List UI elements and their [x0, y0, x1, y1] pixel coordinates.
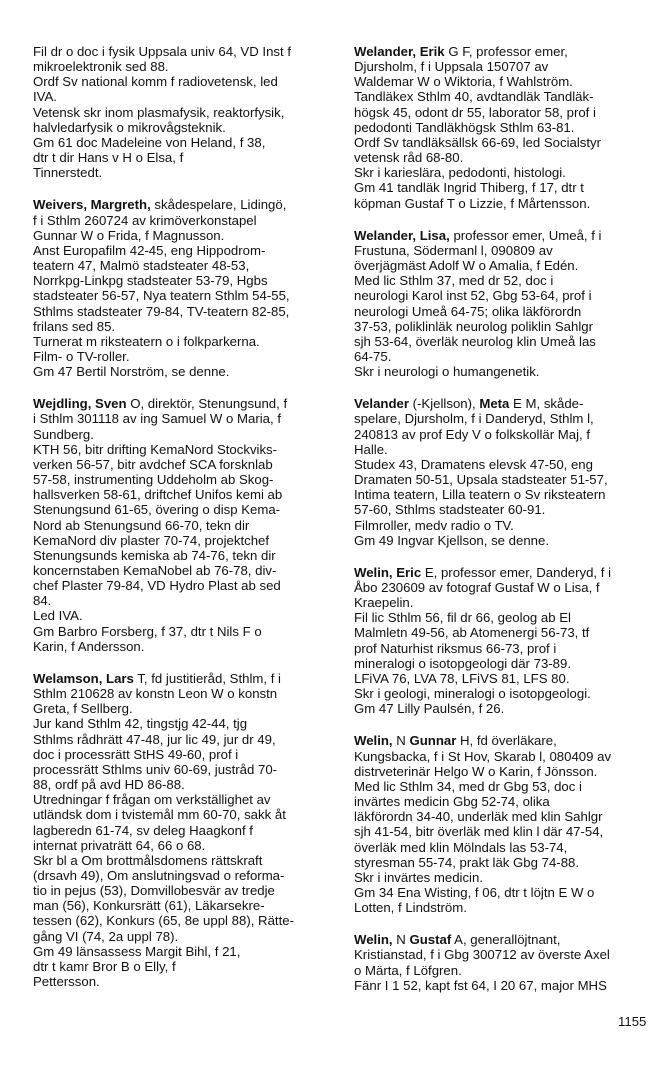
entry-text-line: vetensk råd 68-80.: [354, 150, 464, 166]
entry-name: Weivers, Margreth,: [33, 197, 151, 213]
entry-text-line: Gm 41 tandläk Ingrid Thiberg, f 17, dtr t: [354, 180, 584, 196]
biography-entry: [33, 671, 333, 989]
entry-heading-text: N: [392, 932, 410, 948]
entry-text-line: Norrkpg-Linkpg stadsteater 53-79, Hgbs: [33, 273, 268, 289]
entry-text-line: Gunnar W o Frida, f Magnusson.: [33, 227, 225, 243]
entry-text-line: Stenungsunds kemiska ab 74-76, tekn dir: [33, 547, 276, 563]
entry-text-line: Vetensk skr inom plasmafysik, reaktorfysik,: [33, 104, 285, 120]
entry-text-line: mineralogi o isotopgeologi där 73-89.: [354, 655, 572, 671]
entry-name: Velander: [354, 396, 409, 412]
entry-text-line: KemaNord div plaster 70-74, projektchef: [33, 532, 270, 548]
entry-heading-text: A, generallöjtnant,: [451, 932, 561, 948]
entry-heading-line: [33, 671, 333, 686]
entry-text-line: invärtes medicin Gbg 52-74, olika: [354, 794, 550, 810]
entry-text-line: Fänr I 1 52, kapt fst 64, I 20 67, major MHS: [354, 977, 607, 993]
entry-text-line: KTH 56, bitr drifting KemaNord Stockviks-: [33, 441, 278, 457]
entry-text-line: Gm 47 Lilly Paulsén, f 26.: [354, 701, 505, 717]
entry-text-line: Gm 47 Bertil Norström, se denne.: [33, 364, 230, 380]
entry-text-line: 84.: [33, 593, 52, 609]
entry-text-line: Studex 43, Dramatens elevsk 47-50, eng: [354, 456, 593, 472]
entry-name: Wejdling, Sven: [33, 396, 127, 412]
entry-text-line: frilans sed 85.: [33, 318, 116, 334]
entry-text-line: Sthlm 210628 av konstn Leon W o konstn: [33, 686, 278, 702]
entry-name: Welin,: [354, 932, 393, 948]
entry-text-line: Tinnerstedt.: [33, 165, 103, 181]
entry-text-line: 37-53, poliklinläk neurolog poliklin Sahlgr: [354, 318, 593, 334]
entry-text-line: Kungsbacka, f i St Hov, Skarab l, 080409 av: [354, 748, 612, 764]
entry-heading-line: [354, 932, 652, 947]
entry-text-line: Djursholm, f i Uppsala 150707 av: [354, 59, 549, 75]
entry-heading-text: E M, skåde-: [509, 396, 584, 412]
entry-text-line: verken 56-57, bitr avdchef SCA forsknlab: [33, 456, 273, 472]
entry-text-line: läkförordn 34-40, underläk med klin Sahlgr: [354, 809, 603, 825]
entry-name: Welamson, Lars: [33, 670, 134, 686]
entry-text-line: Tandläkex Sthlm 40, avdtandläk Tandläk-: [354, 89, 594, 105]
entry-text-line: teatern 47, Malmö stadsteater 48-53,: [33, 258, 250, 274]
entry-text-line: Dramaten 50-51, Upsala stadsteater 51-57,: [354, 472, 608, 488]
entry-text-line: Sthlms rådhrätt 47-48, jur lic 49, jur dr 49,: [33, 731, 276, 747]
entry-text-line: Skr i neurologi o humangenetik.: [354, 364, 540, 380]
entry-text-line: halvledarfysik o mikrovågsteknik.: [33, 119, 226, 135]
entry-text-line: Med lic Sthlm 34, med dr Gbg 53, doc i: [354, 778, 582, 794]
entry-text-line: internat privaträtt 64, 66 o 68.: [33, 837, 206, 853]
entry-text-line: Utredningar f frågan om verkställighet av: [33, 792, 271, 808]
biography-entry: [354, 44, 652, 211]
entry-text-line: sjh 53-64, överläk neurolog klin Umeå las: [354, 333, 596, 349]
entry-text-line: Fil lic Sthlm 56, fil dr 66, geolog ab El: [354, 610, 571, 626]
left-column: [33, 44, 333, 1006]
entry-heading-text: E, professor emer, Danderyd, f i: [421, 564, 612, 580]
entry-text-line: Anst Europafilm 42-45, eng Hippodrom-: [33, 242, 266, 258]
entry-text-line: köpman Gustaf T o Lizzie, f Mårtensson.: [354, 195, 591, 211]
entry-text-line: (drsavh 49), Om anslutningsvad o reforma-: [33, 867, 285, 883]
entry-text-line: Karin, f Andersson.: [33, 638, 145, 654]
entry-name: Welander, Lisa,: [354, 227, 450, 243]
entry-heading-line: [354, 228, 652, 243]
entry-text-line: pedodonti Tandläkhögsk Sthlm 63-81.: [354, 119, 575, 135]
entry-text-line: tio in pejus (53), Domvillobesvär av tredje: [33, 883, 275, 899]
entry-text-line: Sundberg.: [33, 426, 94, 442]
entry-heading-line: [33, 197, 333, 212]
entry-text-line: LFiVA 76, LVA 78, LFiVS 81, LFS 80.: [354, 670, 570, 686]
entry-text-line: f i Sthlm 260724 av krimöverkonstapel: [33, 212, 257, 228]
biography-entry: [33, 44, 333, 180]
entry-text-line: 240813 av prof Edy V o folkskollär Maj, f: [354, 426, 591, 442]
entry-text-line: mikroelektronik sed 88.: [33, 59, 169, 75]
entry-text-line: Frustuna, Södermanl l, 090809 av: [354, 242, 553, 258]
entry-text-line: Gm 49 länsassess Margit Bihl, f 21,: [33, 943, 241, 959]
entry-text-line: Kristianstad, f i Gbg 300712 av överste Axel: [354, 947, 610, 963]
entry-heading-line: [33, 396, 333, 411]
entry-text-line: Intima teatern, Lilla teatern o Sv riksteatern: [354, 487, 606, 503]
entry-text-line: Skr i geologi, mineralogi o isotopgeologi.: [354, 686, 591, 702]
entry-text-line: prof Naturhist riksmus 66-73, prof i: [354, 640, 557, 656]
entry-name-part: Gunnar: [409, 733, 457, 749]
entry-text-line: Kraepelin.: [354, 595, 414, 611]
entry-text-line: högsk 45, odont dr 55, laborator 58, prof i: [354, 104, 596, 120]
entry-text-line: Gm 34 Ena Wisting, f 06, dtr t löjtn E W o: [354, 884, 595, 900]
entry-text-line: utländsk dom i tvistemål mm 60-70, sakk åt: [33, 807, 286, 823]
entry-text-line: chef Plaster 79-84, VD Hydro Plast ab sed: [33, 578, 281, 594]
entry-text-line: dtr t kamr Bror B o Elly, f: [33, 958, 176, 974]
entry-text-line: överjägmäst Adolf W o Amalia, f Edén.: [354, 258, 579, 274]
entry-text-line: Halle.: [354, 441, 388, 457]
entry-text-line: lagberedn 61-74, sv deleg Haagkonf f: [33, 822, 253, 838]
entry-text-line: Led IVA.: [33, 608, 83, 624]
entry-name-part: Gustaf: [409, 932, 452, 948]
entry-text-line: dtr t dir Hans v H o Elsa, f: [33, 150, 184, 166]
page-number: 1155: [618, 1014, 647, 1029]
entry-text-line: överläk med klin Mölndals las 53-74,: [354, 839, 568, 855]
entry-text-line: doc i processrätt StHS 49-60, prof i: [33, 746, 239, 762]
entry-text-line: Pettersson.: [33, 974, 100, 990]
entry-text-line: Åbo 230609 av fotograf Gustaf W o Lisa, f: [354, 580, 600, 595]
entry-heading-line: [354, 396, 652, 411]
entry-text-line: Greta, f Sellberg.: [33, 701, 133, 717]
entry-text-line: Gm 49 Ingvar Kjellson, se denne.: [354, 532, 549, 548]
entry-text-line: o Märta, f Löfgren.: [354, 962, 462, 978]
entry-text-line: Stenungsund 61-65, övering o disp Kema-: [33, 502, 281, 518]
entry-text-line: Waldemar W o Wiktoria, f Wahlström.: [354, 74, 573, 90]
entry-text-line: 88, ordf på avd HD 86-88.: [33, 777, 185, 793]
entry-text-line: 57-60, Sthlms stadsteater 60-91.: [354, 502, 546, 518]
biography-entry: [354, 932, 652, 993]
entry-heading-text: (-Kjellson),: [408, 396, 480, 412]
entry-heading-text: O, direktör, Stenungsund, f: [126, 396, 288, 412]
biography-entry: [354, 228, 652, 380]
entry-text-line: Skr bl a Om brottmålsdomens rättskraft: [33, 852, 263, 868]
entry-text-line: Skr i invärtes medicin.: [354, 869, 483, 885]
entry-text-line: Fil dr o doc i fysik Uppsala univ 64, VD Inst f: [33, 44, 291, 59]
entry-text-line: Jur kand Sthlm 42, tingstjg 42-44, tjg: [33, 716, 248, 732]
entry-text-line: processrätt Sthlms univ 60-69, justråd 70-: [33, 761, 278, 777]
right-column: [354, 44, 652, 1010]
entry-text-line: Film- o TV-roller.: [33, 348, 130, 364]
entry-text-line: neurologi Umeå 64-75; olika läkförordn: [354, 303, 582, 319]
entry-text-line: IVA.: [33, 89, 57, 105]
entry-heading-line: [354, 565, 652, 580]
entry-heading-line: [354, 44, 652, 59]
entry-name-part: Meta: [479, 396, 510, 412]
entry-text-line: i Sthlm 301118 av ing Samuel W o Maria, f: [33, 411, 281, 427]
entry-text-line: Skr i karieslära, pedodonti, histologi.: [354, 165, 566, 181]
biography-entry: [33, 197, 333, 379]
biography-entry: [354, 396, 652, 548]
entry-heading-line: [354, 733, 652, 748]
biography-entry: [33, 396, 333, 654]
entry-text-line: Ordf Sv tandläksällsk 66-69, led Socialstyr: [354, 134, 602, 150]
entry-text-line: Turnerat m riksteatern o i folkparkerna.: [33, 333, 260, 349]
entry-text-line: 64-75.: [354, 348, 392, 364]
entry-text-line: Malmletn 49-56, ab Atomenergi 56-73, tf: [354, 625, 590, 641]
entry-text-line: man (56), Konkursrätt (61), Läkarsekre-: [33, 898, 265, 914]
entry-text-line: Nord ab Stenungsund 66-70, tekn dir: [33, 517, 250, 533]
entry-text-line: stadsteater 56-57, Nya teatern Sthlm 54-55,: [33, 288, 290, 304]
entry-text-line: spelare, Djursholm, f i Danderyd, Sthlm l,: [354, 411, 594, 427]
biography-entry: [354, 565, 652, 717]
entry-name: Welander, Erik: [354, 44, 445, 59]
entry-text-line: styresman 55-74, prakt läk Gbg 74-88.: [354, 854, 580, 870]
entry-heading-text: professor emer, Umeå, f i: [449, 227, 602, 243]
biography-entry: [354, 733, 652, 915]
entry-text-line: Lotten, f Lindström.: [354, 900, 467, 916]
entry-heading-text: skådespelare, Lidingö,: [150, 197, 287, 213]
entry-text-line: Ordf Sv national komm f radiovetensk, led: [33, 74, 278, 90]
entry-text-line: gång VI (74, 2a uppl 78).: [33, 928, 179, 944]
entry-text-line: Filmroller, medv radio o TV.: [354, 517, 514, 533]
entry-heading-text: T, fd justitieråd, Sthlm, f i: [133, 670, 281, 686]
entry-text-line: Sthlms stadsteater 79-84, TV-teatern 82-85,: [33, 303, 290, 319]
entry-text-line: 57-58, instrumenting Uddeholm ab Skog-: [33, 472, 274, 488]
entry-heading-text: H, fd överläkare,: [456, 733, 557, 749]
entry-heading-text: G F, professor emer,: [444, 44, 568, 59]
entry-text-line: neurologi Karol inst 52, Gbg 53-64, prof i: [354, 288, 592, 304]
entry-name: Welin,: [354, 733, 393, 749]
entry-text-line: Med lic Sthlm 37, med dr 52, doc i: [354, 273, 554, 289]
entry-text-line: Gm 61 doc Madeleine von Heland, f 38,: [33, 134, 266, 150]
entry-text-line: Gm Barbro Forsberg, f 37, dtr t Nils F o: [33, 623, 262, 639]
entry-text-line: koncernstaben KemaNobel ab 76-78, div-: [33, 563, 277, 578]
entry-text-line: distrveterinär Helgo W o Karin, f Jönsson.: [354, 763, 598, 779]
entry-text-line: sjh 41-54, bitr överläk med klin l där 47-54,: [354, 824, 604, 840]
entry-name: Welin, Eric: [354, 564, 422, 580]
entry-heading-text: N: [392, 733, 410, 749]
entry-text-line: tessen (62), Konkurs (65, 8e uppl 88), Rätte-: [33, 913, 294, 929]
entry-text-line: hallsverken 58-61, driftchef Unifos kemi ab: [33, 487, 283, 503]
